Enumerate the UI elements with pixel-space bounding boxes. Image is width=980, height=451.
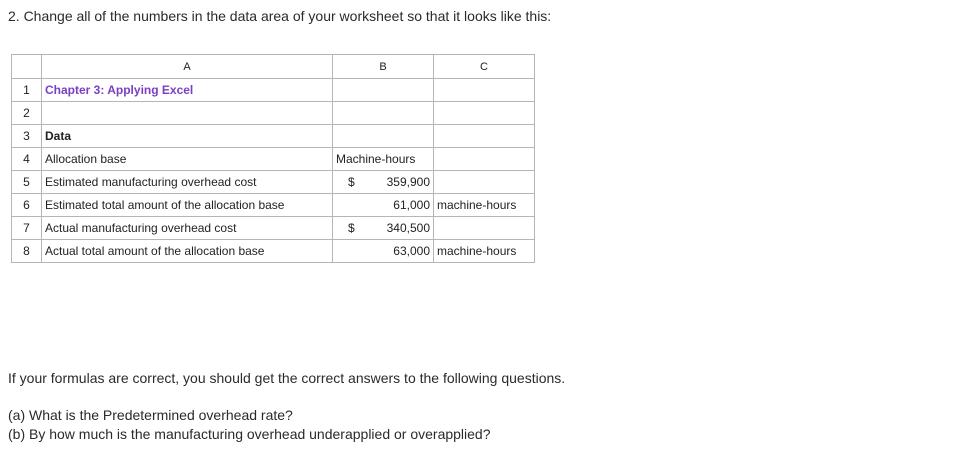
question-a: (a) What is the Predetermined overhead rate?: [8, 407, 293, 423]
cell-c2[interactable]: [434, 102, 535, 125]
cell-a7-label[interactable]: Actual manufacturing overhead cost: [42, 217, 333, 240]
cell-b2[interactable]: [333, 102, 434, 125]
cell-a1-title[interactable]: Chapter 3: Applying Excel: [42, 79, 333, 102]
amount: 359,900: [386, 175, 430, 189]
column-header-row: [12, 55, 535, 79]
cell-a3-data-heading[interactable]: Data: [42, 125, 333, 148]
cell-a6-label[interactable]: Estimated total amount of the allocation base: [42, 194, 333, 217]
cell-c8-unit[interactable]: machine-hours: [434, 240, 535, 263]
row-number[interactable]: 7: [12, 217, 42, 240]
instruction-text: 2. Change all of the numbers in the data area of your worksheet so that it looks like this:: [8, 8, 552, 24]
cell-a8-label[interactable]: Actual total amount of the allocation base: [42, 240, 333, 263]
cell-c4[interactable]: [434, 148, 535, 171]
row-number[interactable]: 4: [12, 148, 42, 171]
cell-c5[interactable]: [434, 171, 535, 194]
cell-c7[interactable]: [434, 217, 535, 240]
table-row: [12, 217, 535, 240]
cell-b8-value[interactable]: 63,000: [333, 240, 434, 263]
cell-c1[interactable]: [434, 79, 535, 102]
cell-a5-label[interactable]: Estimated manufacturing overhead cost: [42, 171, 333, 194]
cell-b6-value[interactable]: 61,000: [333, 194, 434, 217]
currency-symbol: $: [348, 175, 355, 189]
cell-c6-unit[interactable]: machine-hours: [434, 194, 535, 217]
table-row: [12, 125, 535, 148]
cell-a4-label[interactable]: Allocation base: [42, 148, 333, 171]
questions-list: [8, 406, 491, 444]
worksheet-table: [11, 54, 535, 263]
column-header-b[interactable]: B: [333, 55, 434, 79]
cell-b7-value[interactable]: [333, 217, 434, 240]
table-row: [12, 79, 535, 102]
amount: 340,500: [386, 221, 430, 235]
questions-intro: If your formulas are correct, you should get the correct answers to the following questions.: [8, 370, 566, 386]
column-header-a[interactable]: A: [42, 55, 333, 79]
row-number[interactable]: 1: [12, 79, 42, 102]
currency-symbol: $: [348, 221, 355, 235]
table-row: [12, 148, 535, 171]
table-row: [12, 171, 535, 194]
cell-b3[interactable]: [333, 125, 434, 148]
corner-cell[interactable]: [12, 55, 42, 79]
table-row: [12, 102, 535, 125]
table-row: [12, 240, 535, 263]
row-number[interactable]: 5: [12, 171, 42, 194]
column-header-c[interactable]: C: [434, 55, 535, 79]
cell-b5-value[interactable]: [333, 171, 434, 194]
row-number[interactable]: 8: [12, 240, 42, 263]
row-number[interactable]: 2: [12, 102, 42, 125]
cell-a2[interactable]: [42, 102, 333, 125]
row-number[interactable]: 6: [12, 194, 42, 217]
question-b: (b) By how much is the manufacturing overhead underapplied or overapplied?: [8, 426, 491, 442]
cell-b1[interactable]: [333, 79, 434, 102]
cell-c3[interactable]: [434, 125, 535, 148]
cell-b4-value[interactable]: Machine-hours: [333, 148, 434, 171]
table-row: [12, 194, 535, 217]
row-number[interactable]: 3: [12, 125, 42, 148]
